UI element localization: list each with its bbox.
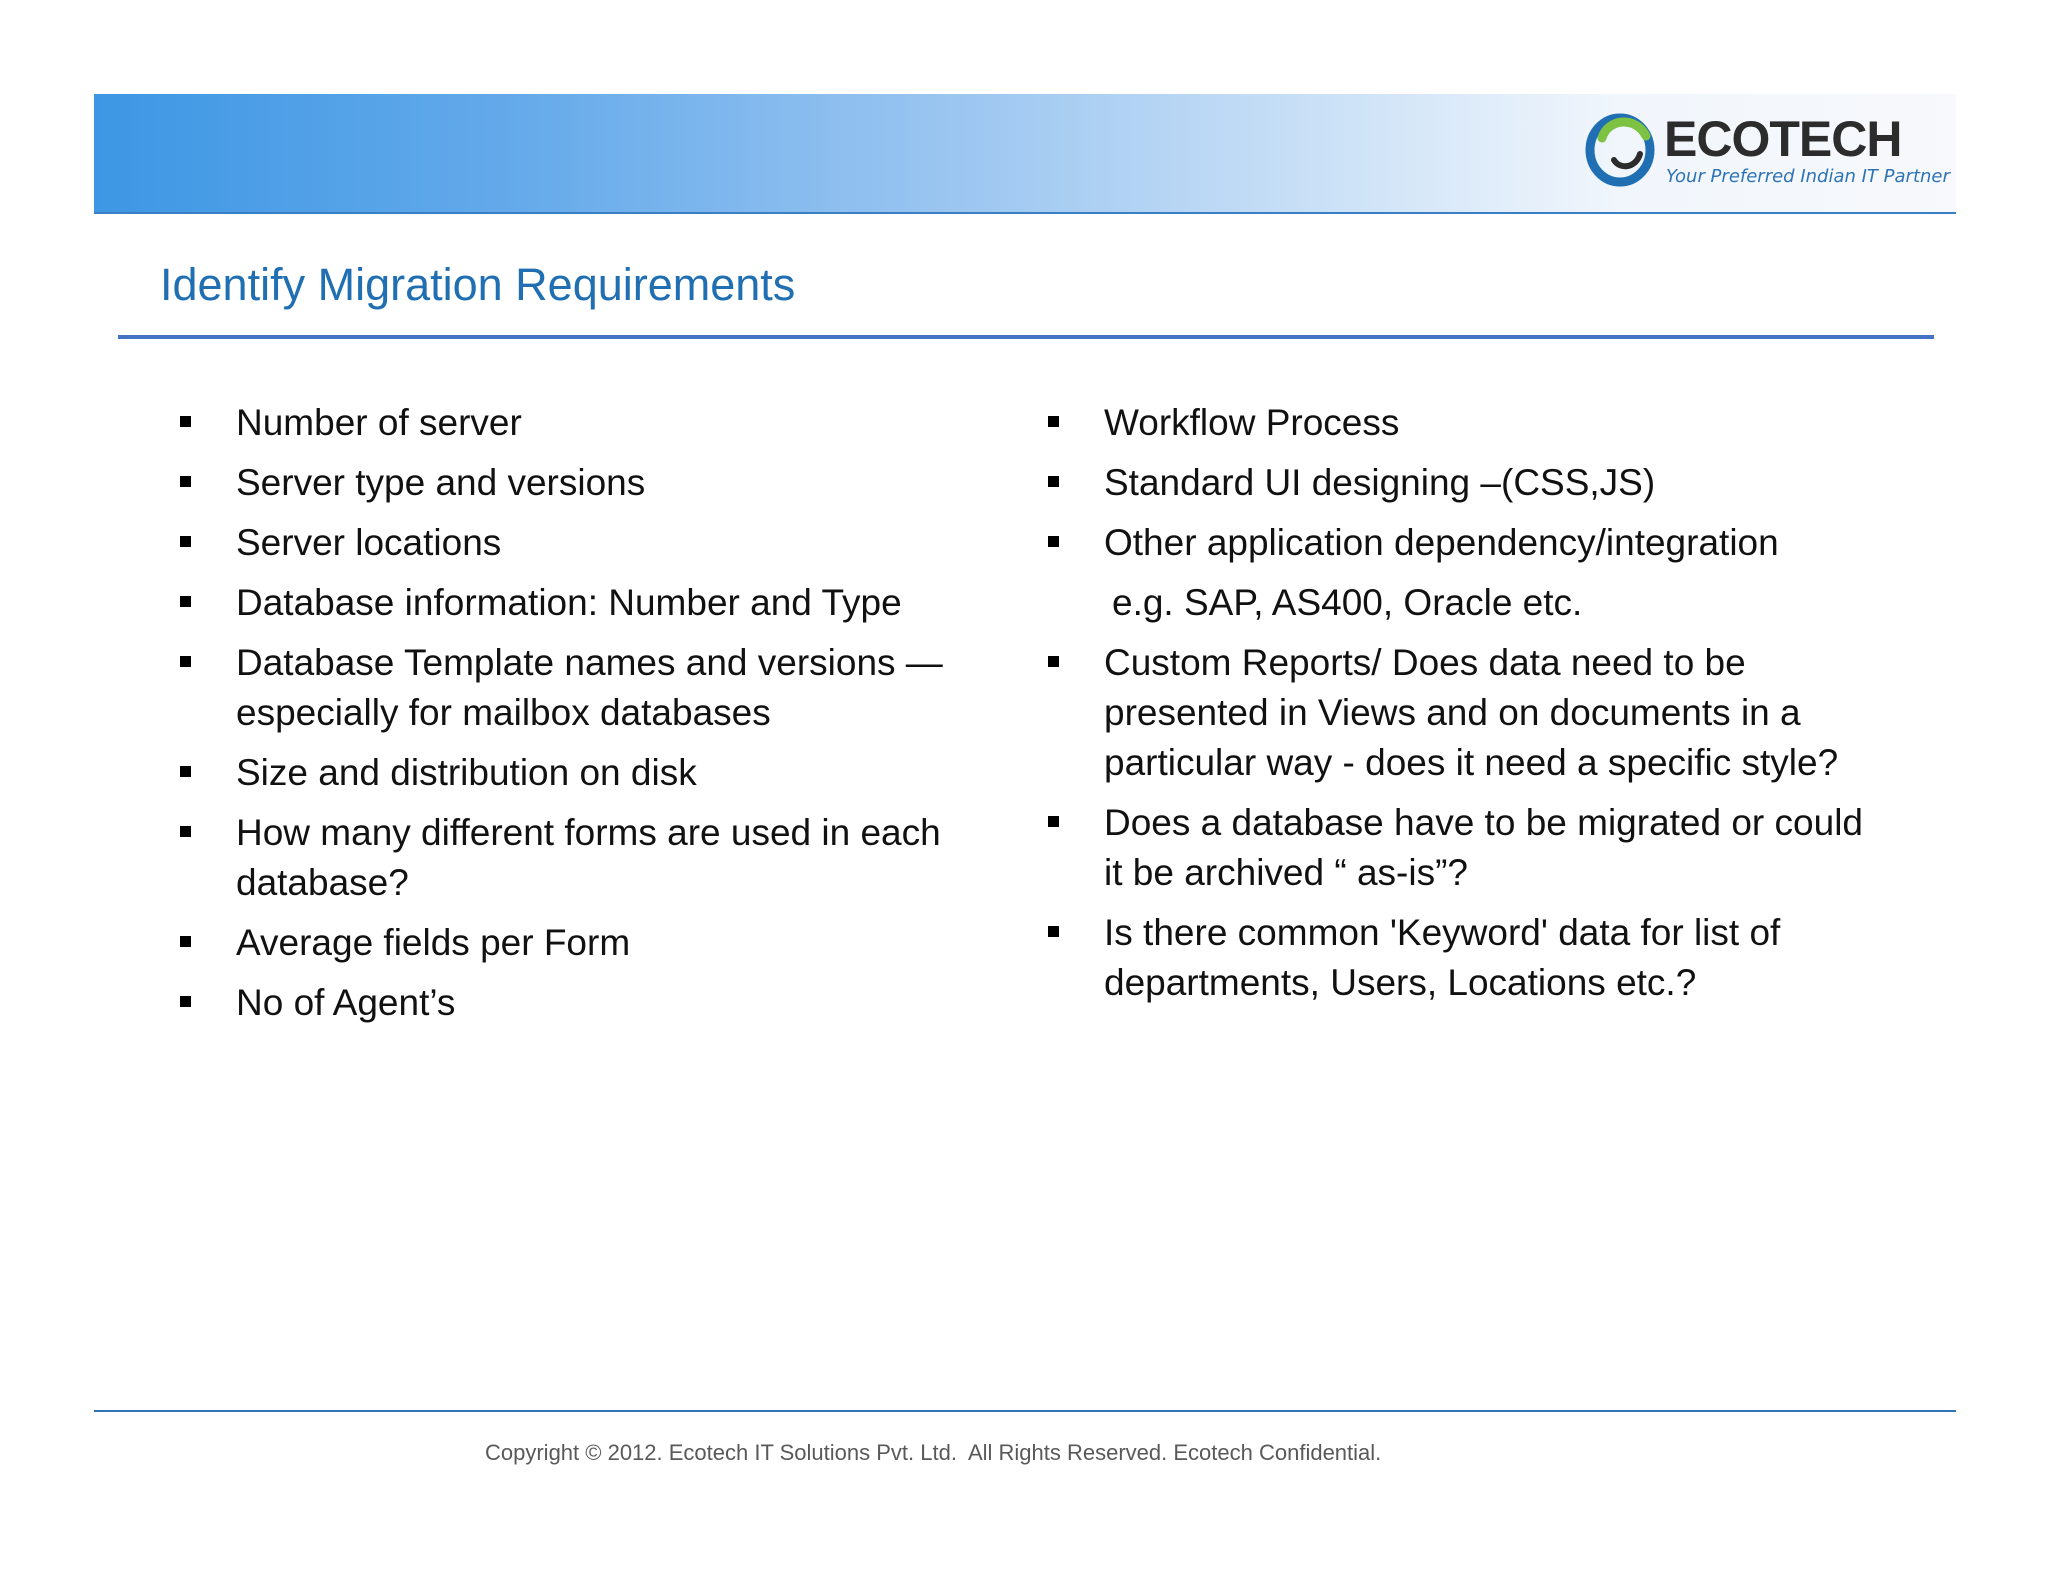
footer-copyright: Copyright © 2012. Ecotech IT Solutions Pvt. Ltd. All Rights Reserved. Ecotech Confidential. — [485, 1440, 1382, 1465]
title-divider — [118, 335, 1934, 339]
list-item: Other application dependency/integration — [1046, 518, 1876, 568]
list-item: Custom Reports/ Does data need to be presented in Views and on documents in a particular way - does it need a specific style? — [1046, 638, 1876, 788]
list-item: Average fields per Form — [178, 918, 998, 968]
list-item: Server type and versions — [178, 458, 998, 508]
logo-name: ECOTECH — [1664, 111, 1902, 167]
list-item: How many different forms are used in each database? — [178, 808, 998, 908]
header-banner — [94, 94, 1956, 214]
list-item: Is there common 'Keyword' data for list of departments, Users, Locations etc.? — [1046, 908, 1876, 1008]
list-item: Database information: Number and Type — [178, 578, 998, 628]
list-item-continuation: e.g. SAP, AS400, Oracle etc. — [1112, 582, 1583, 623]
page-title: Identify Migration Requirements — [160, 259, 796, 310]
left-bullet-list — [178, 398, 998, 1038]
logo-tagline: Your Preferred Indian IT Partner — [1666, 166, 1950, 187]
list-item: Number of server — [178, 398, 998, 448]
list-item: Workflow Process — [1046, 398, 1876, 448]
list-item: Does a database have to be migrated or could it be archived “ as-is”? — [1046, 798, 1876, 898]
list-item: No of Agent’s — [178, 978, 998, 1028]
ecotech-swirl-icon — [1584, 108, 1660, 188]
list-item: Database Template names and versions — especially for mailbox databases — [178, 638, 998, 738]
list-item: Size and distribution on disk — [178, 748, 998, 798]
right-bullet-list — [1046, 398, 1876, 1018]
list-item: Standard UI designing –(CSS,JS) — [1046, 458, 1876, 508]
ecotech-logo — [1584, 108, 1950, 198]
list-item: Server locations — [178, 518, 998, 568]
footer-divider — [94, 1410, 1956, 1412]
